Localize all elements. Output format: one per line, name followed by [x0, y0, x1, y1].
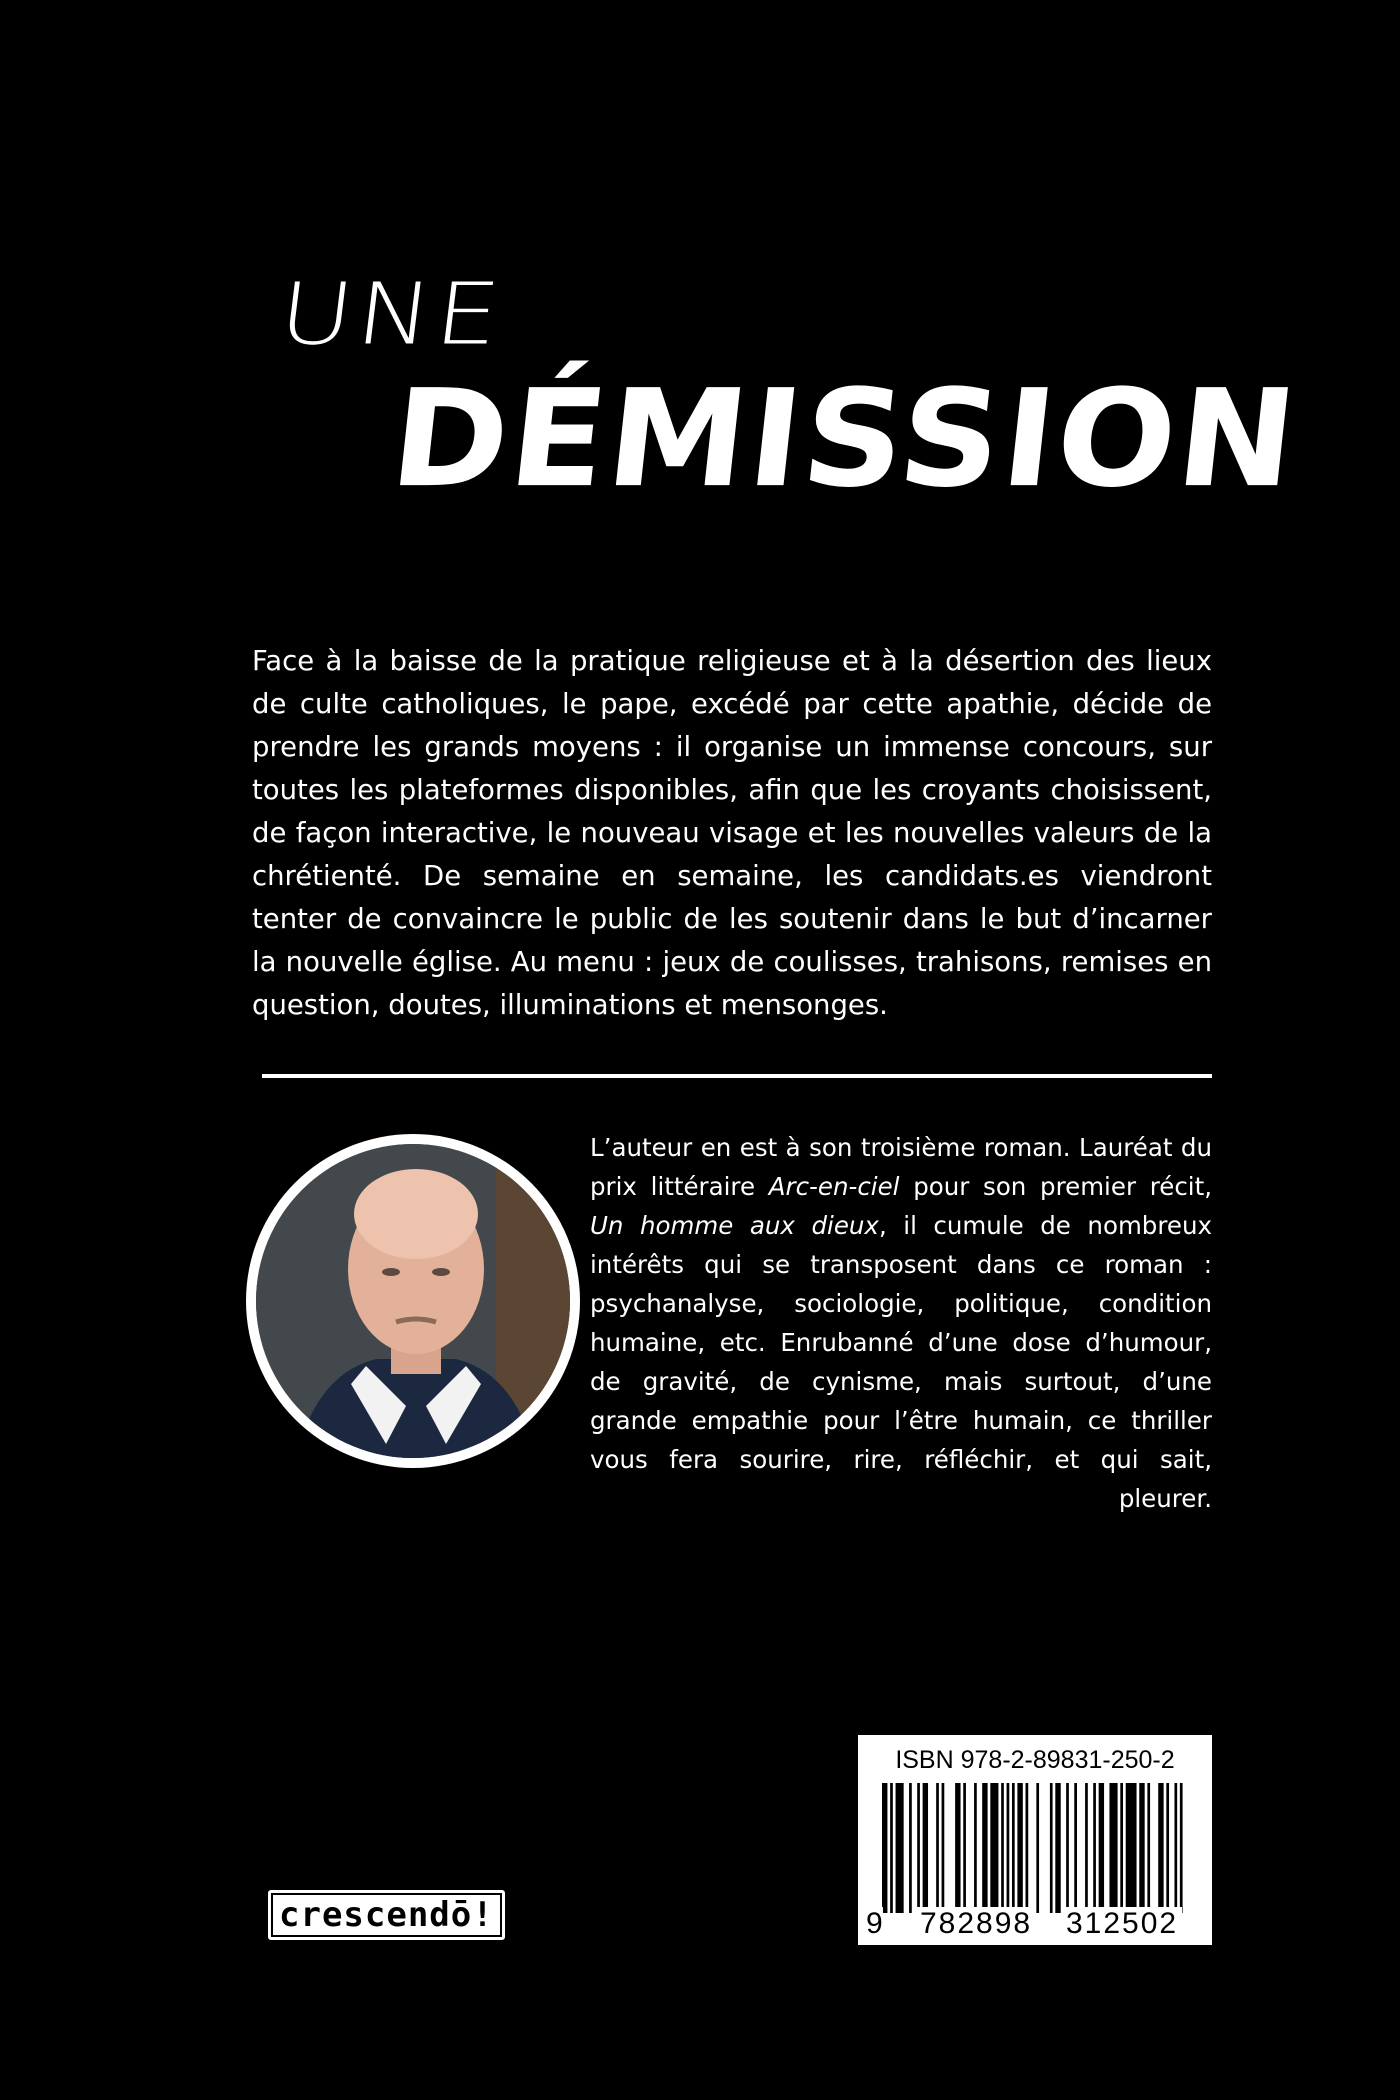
barcode-digits-right: 312502: [1062, 1907, 1182, 1941]
barcode-bar: [1147, 1783, 1150, 1913]
barcode-bar: [1174, 1783, 1177, 1913]
barcode-bar: [1180, 1783, 1183, 1913]
barcode-bar: [1126, 1783, 1137, 1913]
barcode-bar: [1085, 1783, 1088, 1913]
barcode-bar: [974, 1783, 977, 1913]
award-name: Arc-en-ciel: [768, 1172, 900, 1201]
barcode-bar: [990, 1783, 998, 1913]
barcode-bar: [982, 1783, 987, 1913]
barcode-bar: [1026, 1783, 1029, 1913]
barcode-bar: [1017, 1783, 1022, 1913]
barcode-bar: [890, 1783, 893, 1913]
barcode-bar: [1158, 1783, 1163, 1913]
author-bio-part-3: , il cumule de nombreux intérêts qui se transposent dans ce roman : psychanalyse, sociologie, politique, condition humaine, etc. Enrubanné d’une dose d’humour, de gravité, de cynisme, mais surtout, d’une grande empathie pour l’être humain, ce thriller vous fera sourire, rire, réfléchir, et qui sait, pleurer.: [590, 1211, 1212, 1513]
barcode-bar: [1074, 1783, 1077, 1913]
barcode-bar: [917, 1783, 920, 1913]
barcode-bar: [882, 1783, 887, 1913]
synopsis-text: Face à la baisse de la pratique religieuse et à la désertion des lieux de culte catholiques, le pape, excédé par cette apathie, décide de prendre les grands moyens : il organise un immense concours, sur toutes les plateformes disponibles, afin que les croyants choisissent, de façon interactive, le nouveau visage et les nouvelles valeurs de la chrétienté. De semaine en semaine, les candidats.es viendront tenter de convaincre le public de les soutenir dans le but d’incarner la nouvelle église. Au menu : jeux de coulisses, trahisons, remises en question, doutes, illuminations et mensonges.: [252, 645, 1212, 1021]
author-portrait-icon: [256, 1144, 570, 1458]
title-line-2: DÉMISSION: [383, 361, 1306, 518]
author-bio-part-1: L’auteur en est à son troisième roman. Lauréat du prix littéraire: [590, 1133, 1212, 1201]
barcode-bar: [955, 1783, 960, 1913]
first-book-title: Un homme aux dieux: [590, 1211, 879, 1240]
section-divider: [262, 1074, 1212, 1078]
barcode-bar: [1036, 1783, 1039, 1913]
publisher-logo: crescendō!: [268, 1890, 505, 1940]
barcode-bar: [1012, 1783, 1015, 1913]
barcode-bar: [896, 1783, 904, 1913]
author-bio-part-2: pour son premier récit,: [899, 1172, 1212, 1201]
barcode-bar: [1099, 1783, 1104, 1913]
barcode-digits-left: 782898: [916, 1907, 1036, 1941]
barcode-bar: [1093, 1783, 1096, 1913]
author-photo: [246, 1134, 580, 1468]
barcode-bar: [942, 1783, 945, 1913]
barcode-bar: [1066, 1783, 1069, 1913]
barcode-bar: [1007, 1783, 1010, 1913]
barcode-bar: [963, 1783, 966, 1913]
isbn-label: ISBN 978-2-89831-250-2: [895, 1746, 1175, 1774]
book-title: [0, 0, 1400, 560]
barcode-bar: [1050, 1783, 1053, 1913]
barcode-bar: [1166, 1783, 1169, 1913]
author-bio: [590, 1128, 1212, 1518]
barcode-icon: [882, 1783, 1188, 1913]
barcode-bar: [1109, 1783, 1117, 1913]
barcode-bar: [1055, 1783, 1060, 1913]
barcode-bar: [1139, 1783, 1144, 1913]
barcode-bar: [936, 1783, 939, 1913]
barcode-digit-first: 9: [866, 1907, 883, 1940]
barcode-bar: [923, 1783, 928, 1913]
barcode-bar: [1120, 1783, 1123, 1913]
barcode-bar: [909, 1783, 912, 1913]
title-line-1: UNE: [273, 264, 510, 364]
isbn-barcode: [858, 1735, 1212, 1945]
barcode-bar: [1001, 1783, 1004, 1913]
